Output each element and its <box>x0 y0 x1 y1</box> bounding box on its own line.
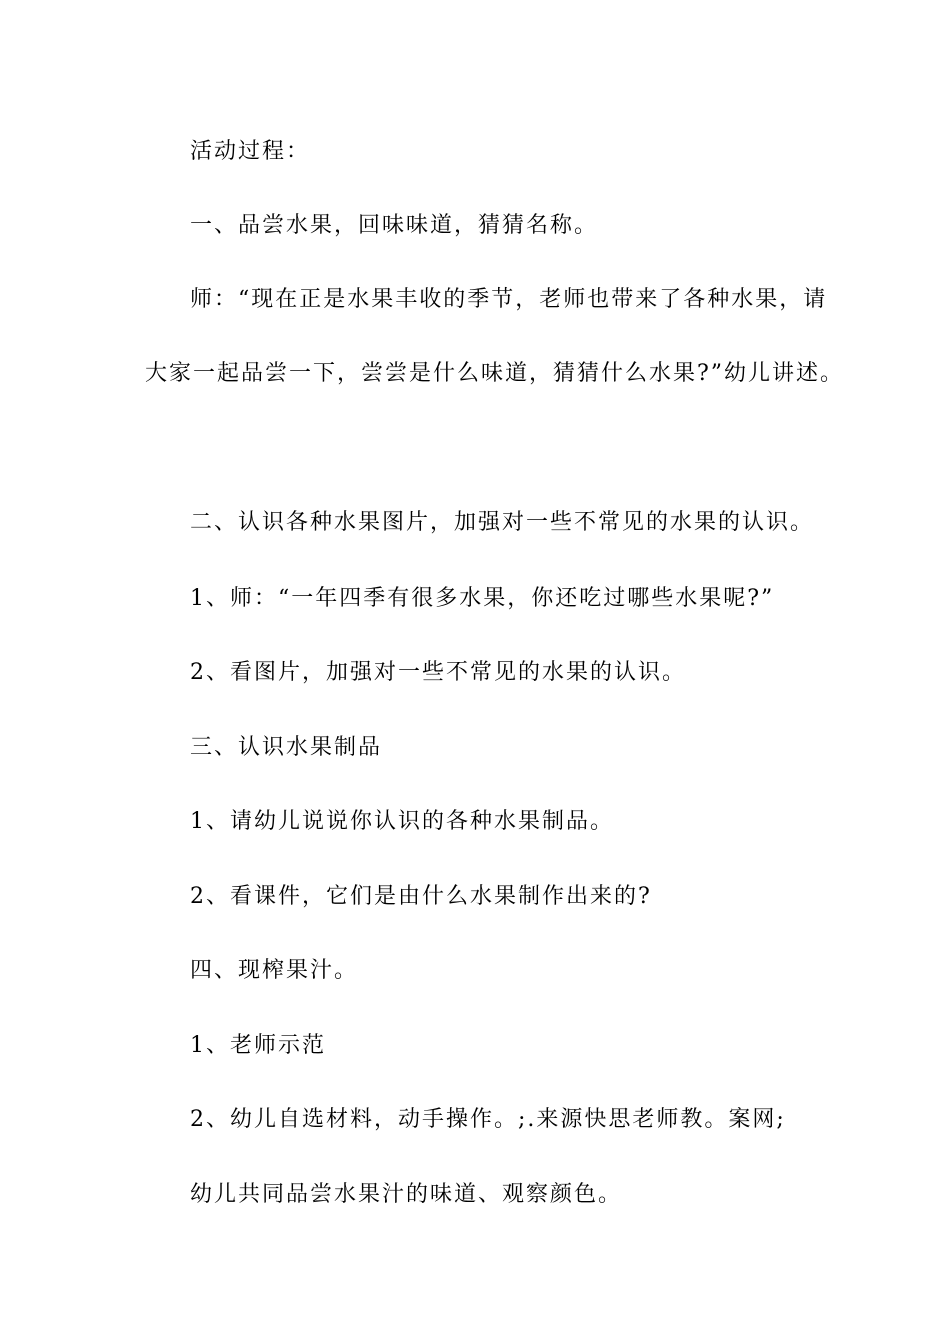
list-item: 2、看课件，它们是由什么水果制作出来的? <box>190 884 652 909</box>
section-heading-1: 一、品尝水果，回味味道，猜猜名称。 <box>190 213 599 238</box>
section-heading-2: 二、认识各种水果图片，加强对一些不常见的水果的认识。 <box>190 510 815 535</box>
section-heading-activity-process: 活动过程： <box>190 139 311 164</box>
list-item: 1、请幼儿说说你认识的各种水果制品。 <box>190 809 614 834</box>
list-item: 2、幼儿自选材料，动手操作。;.来源快思老师教。案网; <box>190 1107 786 1132</box>
section-heading-3: 三、认识水果制品 <box>190 735 383 760</box>
list-item: 1、老师示范 <box>190 1033 326 1058</box>
section-heading-4: 四、现榨果汁。 <box>190 958 359 983</box>
paragraph-line: 幼儿共同品尝水果汁的味道、观察颜色。 <box>190 1182 623 1207</box>
list-item: 2、看图片，加强对一些不常见的水果的认识。 <box>190 660 686 685</box>
paragraph-line: 师：“现在正是水果丰收的季节，老师也带来了各种水果，请 <box>190 287 828 312</box>
paragraph-line: 大家一起品尝一下，尝尝是什么味道，猜猜什么水果?”幼儿讲述。 <box>145 361 845 386</box>
list-item: 1、师：“一年四季有很多水果，你还吃过哪些水果呢?” <box>190 586 775 611</box>
